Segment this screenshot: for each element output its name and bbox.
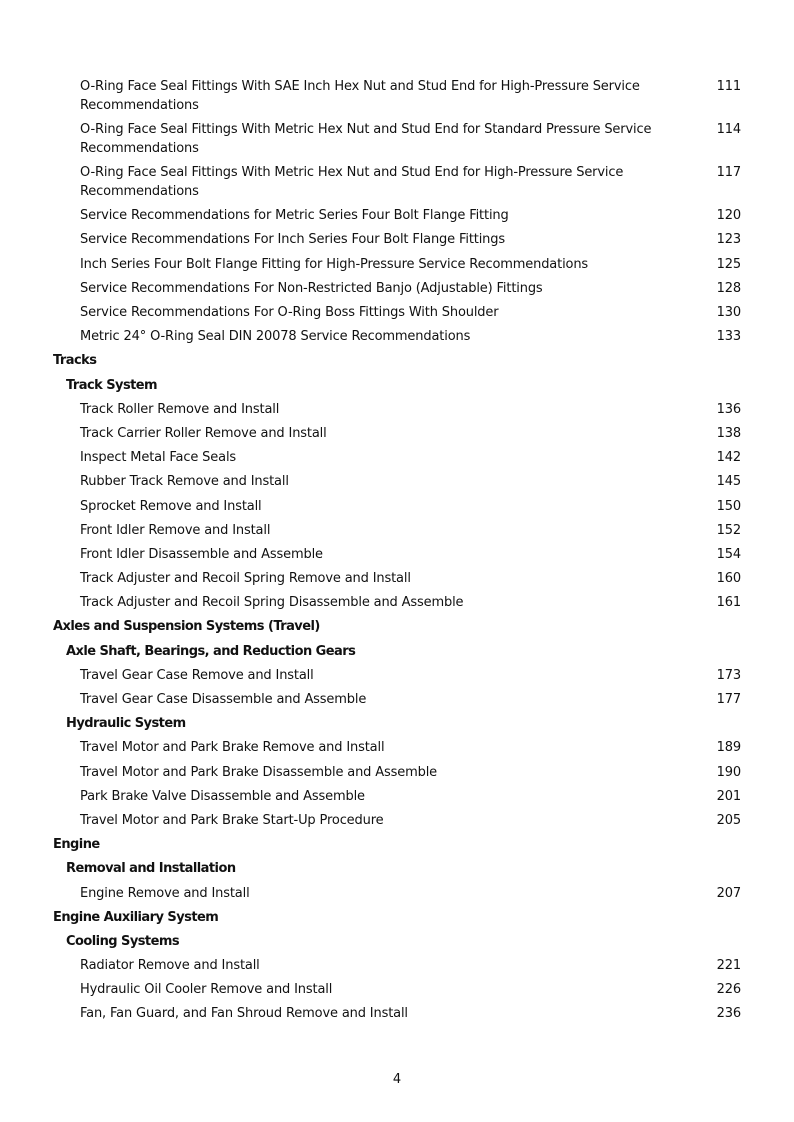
- toc-entry-title: Removal and Installation: [66, 861, 236, 877]
- toc-entry-title: Service Recommendations For Inch Series Four Bolt Flange Fittings: [80, 232, 506, 248]
- toc-entry-title: Front Idler Disassemble and Assemble: [80, 546, 323, 562]
- toc-entry-title: Travel Motor and Park Brake Remove and Install: [80, 740, 385, 756]
- toc-entry-page-number: 205: [716, 812, 741, 828]
- toc-entry[interactable]: [0, 162, 794, 205]
- toc-entry[interactable]: [0, 592, 794, 616]
- toc-entry-title: Inch Series Four Bolt Flange Fitting for High-Pressure Service Recommendations: [80, 256, 589, 272]
- toc-entry-page-number: 236: [716, 1006, 741, 1022]
- toc-entry[interactable]: [0, 665, 794, 689]
- toc-entry-page-number: 226: [716, 982, 741, 998]
- toc-entry-title: Engine Auxiliary System: [53, 909, 219, 925]
- toc-section-heading[interactable]: [0, 350, 794, 374]
- toc-entry[interactable]: [0, 883, 794, 907]
- toc-entry[interactable]: [0, 979, 794, 1003]
- toc-entry-page-number: 114: [716, 122, 741, 138]
- toc-entry-page-number: 177: [716, 692, 741, 708]
- toc-entry-title: O-Ring Face Seal Fittings With Metric Hex Nut and Stud End for Standard Pressure Service Recommendations: [80, 122, 652, 156]
- toc-entry-title: Front Idler Remove and Install: [80, 522, 271, 538]
- toc-entry-page-number: 161: [716, 595, 741, 611]
- toc-entry[interactable]: [0, 762, 794, 786]
- toc-entry[interactable]: [0, 447, 794, 471]
- toc-entry[interactable]: [0, 520, 794, 544]
- toc-entry-title: Park Brake Valve Disassemble and Assemble: [80, 788, 365, 804]
- toc-entry-title: Travel Gear Case Remove and Install: [80, 667, 314, 683]
- toc-entry-page-number: 221: [716, 958, 741, 974]
- toc-subsection-heading[interactable]: [0, 713, 794, 737]
- toc-entry-page-number: 142: [716, 450, 741, 466]
- toc-entry-page-number: 111: [716, 79, 741, 94]
- toc-entry-title: Hydraulic Oil Cooler Remove and Install: [80, 982, 333, 998]
- toc-entry-title: Travel Motor and Park Brake Disassemble and Assemble: [80, 764, 438, 780]
- toc-entry[interactable]: [0, 568, 794, 592]
- toc-entry-page-number: 120: [716, 208, 741, 224]
- toc-entry[interactable]: [0, 399, 794, 423]
- toc-entry-title: Travel Motor and Park Brake Start-Up Procedure: [80, 812, 384, 828]
- toc-entry-title: Track Carrier Roller Remove and Install: [80, 425, 327, 441]
- toc-entry-title: Metric 24° O-Ring Seal DIN 20078 Service Recommendations: [80, 329, 471, 345]
- toc-entry[interactable]: [0, 423, 794, 447]
- toc-entry-page-number: 128: [716, 280, 741, 296]
- toc-section-heading[interactable]: [0, 907, 794, 931]
- toc-entry-page-number: 117: [716, 165, 741, 181]
- toc-entry-title: Track Roller Remove and Install: [80, 401, 280, 417]
- toc-entry-page-number: 136: [716, 401, 741, 417]
- toc-entry-title: Axles and Suspension Systems (Travel): [53, 619, 320, 635]
- toc-entry-title: Sprocket Remove and Install: [80, 498, 262, 514]
- toc-entry-title: Cooling Systems: [66, 933, 180, 949]
- toc-entry-title: Track System: [66, 377, 158, 393]
- toc-entry-title: Radiator Remove and Install: [80, 958, 260, 974]
- toc-entry[interactable]: [0, 254, 794, 278]
- toc-entry-page-number: 152: [716, 522, 741, 538]
- toc-entry-page-number: 150: [716, 498, 741, 514]
- toc-entry-title: Track Adjuster and Recoil Spring Disassemble and Assemble: [80, 595, 464, 611]
- toc-entry-page-number: 201: [716, 788, 741, 804]
- toc-entry-page-number: 133: [716, 329, 741, 345]
- toc-entry-title: Inspect Metal Face Seals: [80, 450, 237, 466]
- toc-entry[interactable]: [0, 471, 794, 495]
- toc-entry-title: Axle Shaft, Bearings, and Reduction Gears: [66, 643, 356, 659]
- toc-entry-page-number: 123: [716, 232, 741, 248]
- toc-entry[interactable]: [0, 810, 794, 834]
- toc-entry-title: Travel Gear Case Disassemble and Assemble: [80, 692, 367, 708]
- toc-entry-title: Tracks: [53, 353, 97, 369]
- toc-entry-page-number: 130: [716, 305, 741, 321]
- page-number: 4: [392, 1072, 402, 1087]
- toc-entry-title: Fan, Fan Guard, and Fan Shroud Remove and Install: [80, 1006, 408, 1022]
- toc-entry-page-number: 189: [716, 740, 741, 756]
- toc-entry[interactable]: [0, 229, 794, 253]
- toc-section-heading[interactable]: [0, 616, 794, 640]
- toc-entry-page-number: 207: [716, 885, 741, 901]
- toc-entry-title: Service Recommendations For O-Ring Boss Fittings With Shoulder: [80, 305, 499, 321]
- toc-entry[interactable]: [0, 76, 794, 119]
- toc-entry[interactable]: [0, 786, 794, 810]
- toc-entry[interactable]: [0, 496, 794, 520]
- toc-entry-title: Service Recommendations For Non-Restricted Banjo (Adjustable) Fittings: [80, 280, 543, 296]
- toc-entry-page-number: 160: [716, 571, 741, 587]
- toc-entry-page-number: 173: [716, 667, 741, 683]
- toc-subsection-heading[interactable]: [0, 858, 794, 882]
- toc-entry[interactable]: [0, 278, 794, 302]
- toc-entry-page-number: 145: [716, 474, 741, 490]
- toc-entry-title: O-Ring Face Seal Fittings With SAE Inch Hex Nut and Stud End for High-Pressure Service Recommendations: [80, 79, 640, 113]
- toc-entry[interactable]: [0, 955, 794, 979]
- toc-entry-title: Track Adjuster and Recoil Spring Remove and Install: [80, 571, 411, 587]
- toc-entry[interactable]: [0, 302, 794, 326]
- toc-subsection-heading[interactable]: [0, 931, 794, 955]
- toc-entry-page-number: 154: [716, 546, 741, 562]
- toc-entry[interactable]: [0, 1003, 794, 1027]
- toc-entry[interactable]: [0, 689, 794, 713]
- toc-subsection-heading[interactable]: [0, 641, 794, 665]
- toc-entry-title: O-Ring Face Seal Fittings With Metric Hex Nut and Stud End for High-Pressure Service Recommendations: [80, 165, 624, 199]
- toc-entry[interactable]: [0, 326, 794, 350]
- toc-entry[interactable]: [0, 544, 794, 568]
- toc-entry-title: Hydraulic System: [66, 716, 186, 732]
- toc-entry[interactable]: [0, 205, 794, 229]
- toc-entry[interactable]: [0, 119, 794, 162]
- toc-entry-title: Rubber Track Remove and Install: [80, 474, 289, 490]
- toc-subsection-heading[interactable]: [0, 375, 794, 399]
- toc-entry-page-number: 125: [716, 256, 741, 272]
- toc-entry-page-number: 190: [716, 764, 741, 780]
- toc-entry-title: Engine Remove and Install: [80, 885, 250, 901]
- toc-entry-page-number: 138: [716, 425, 741, 441]
- toc-entry[interactable]: [0, 737, 794, 761]
- toc-entry-title: Service Recommendations for Metric Series Four Bolt Flange Fitting: [80, 208, 509, 224]
- toc-section-heading[interactable]: [0, 834, 794, 858]
- table-of-contents: [0, 76, 794, 1028]
- toc-entry-title: Engine: [53, 837, 100, 853]
